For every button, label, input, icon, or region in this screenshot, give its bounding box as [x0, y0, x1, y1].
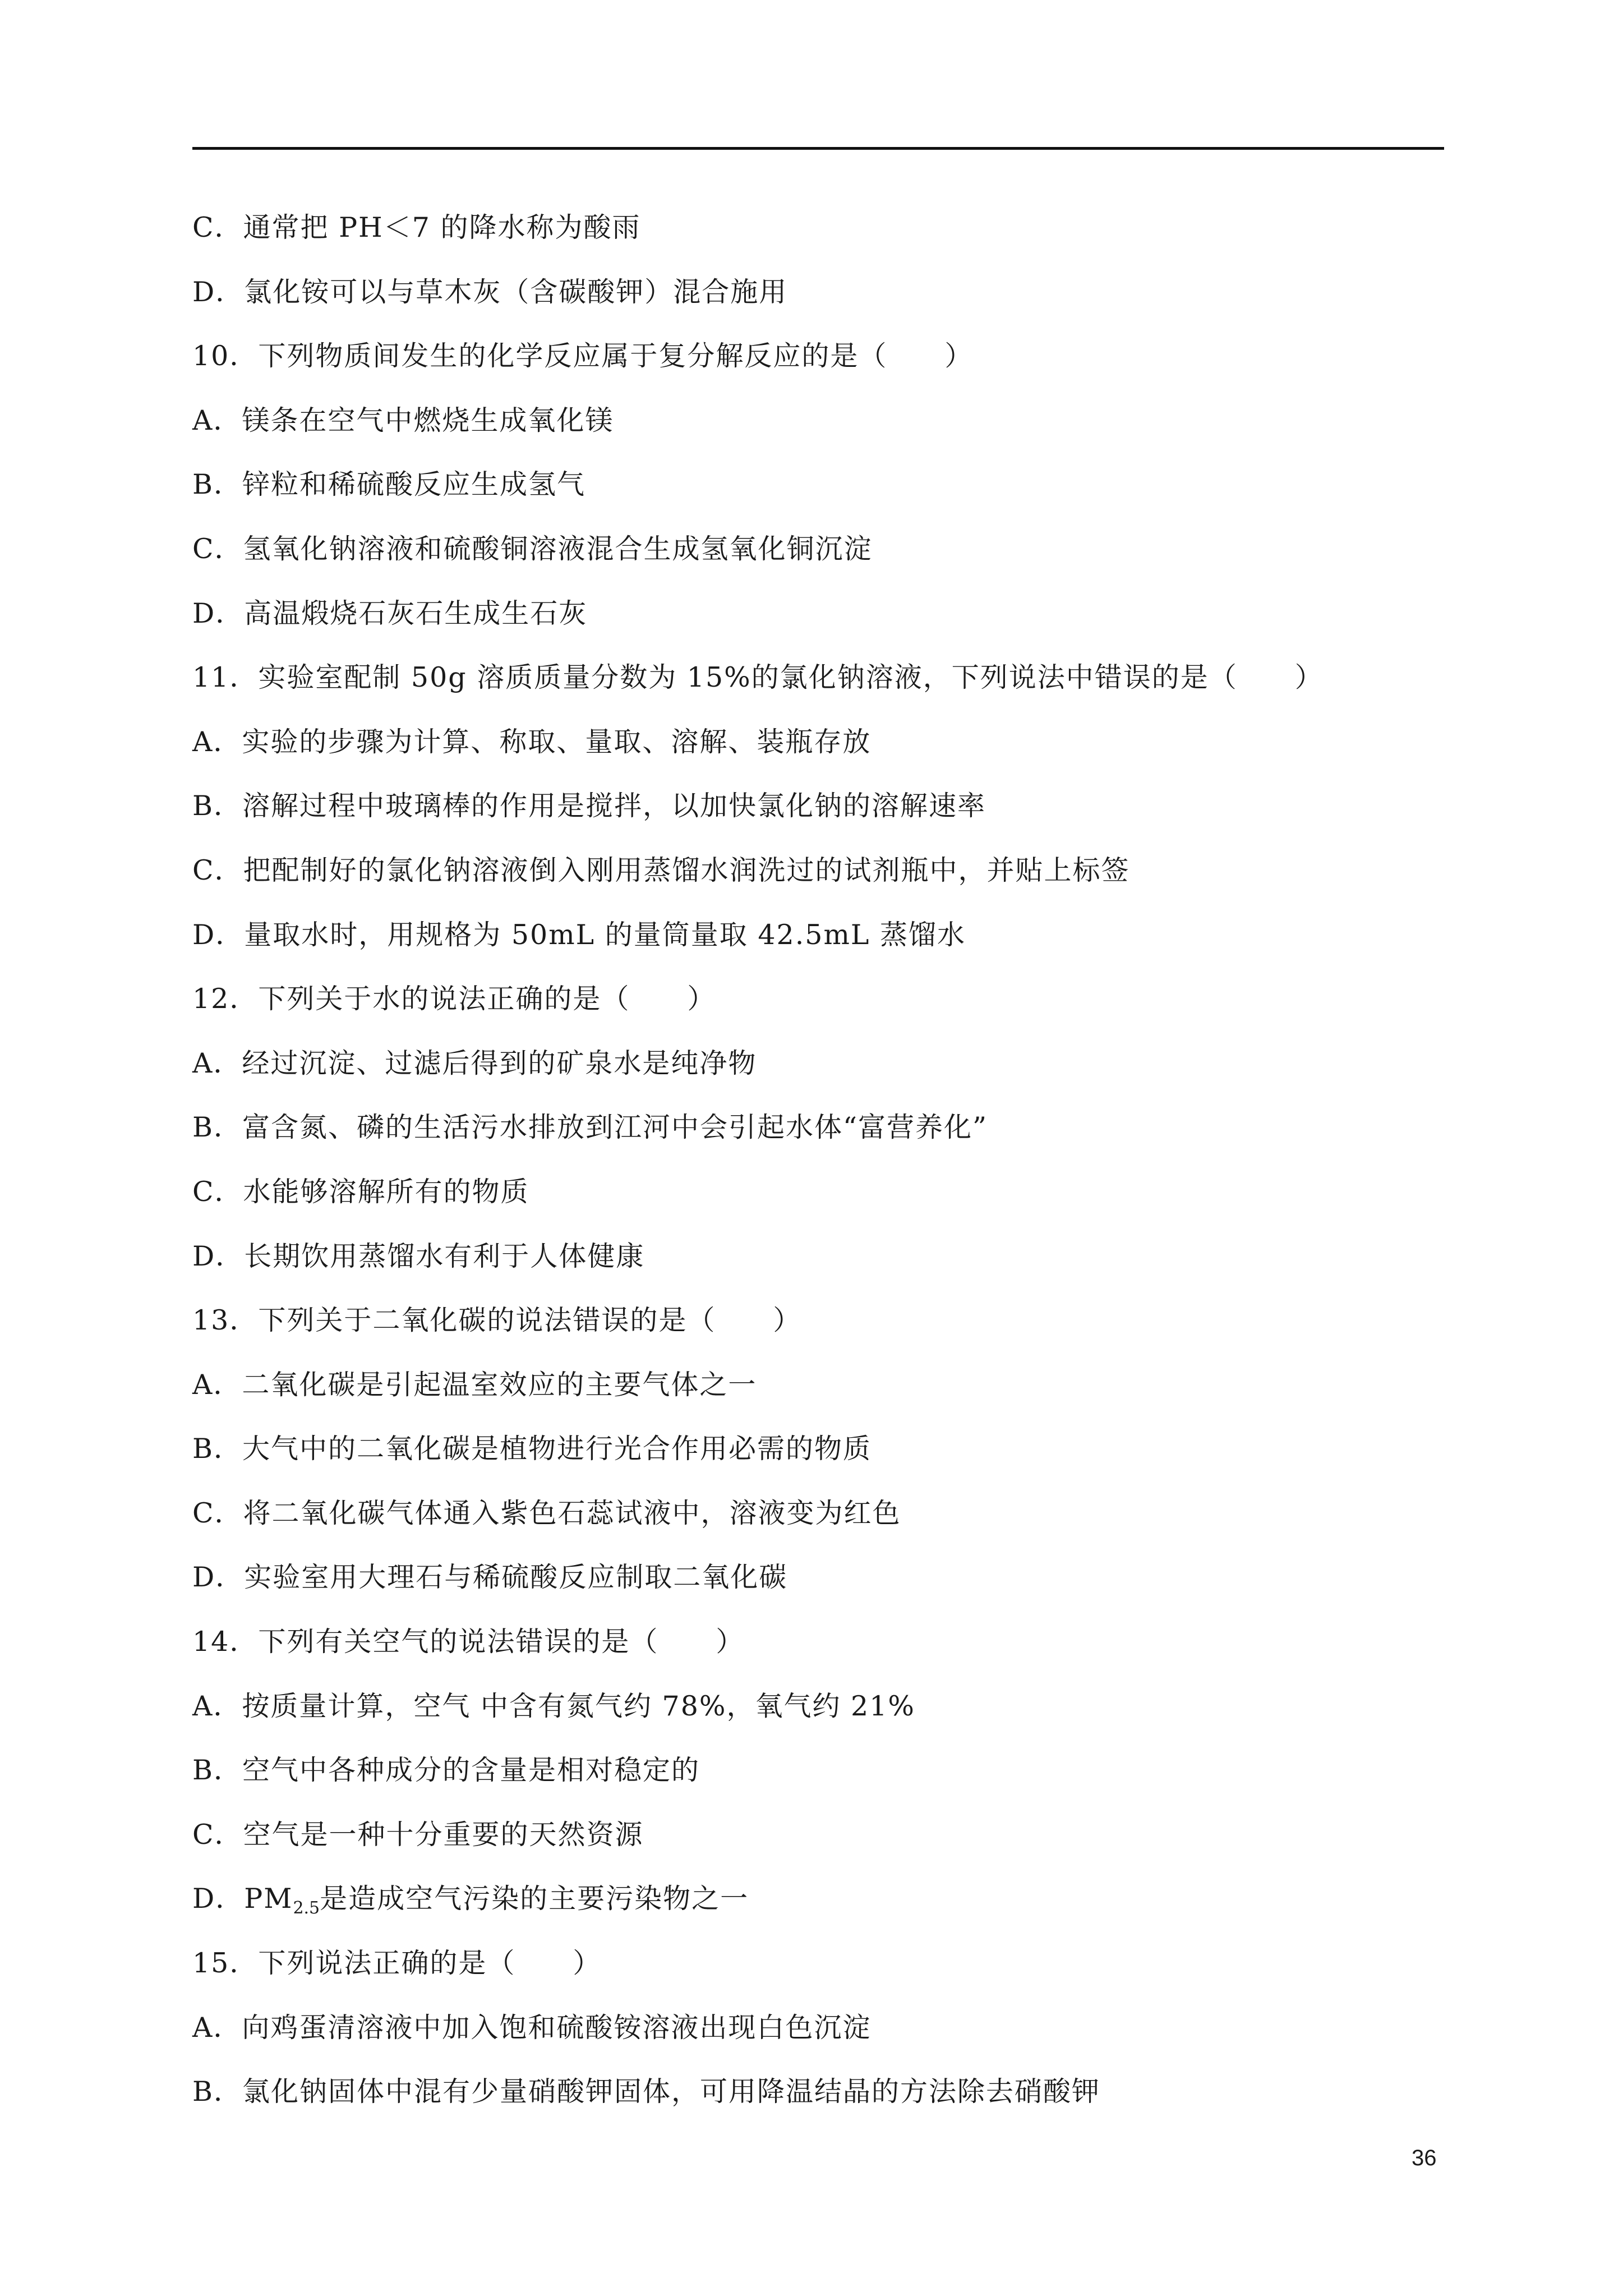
question-stem: 15．下列说法正确的是（ ）	[192, 1947, 602, 1980]
question-stem: 11．实验室配制 50g 溶质质量分数为 15%的氯化钠溶液，下列说法中错误的是（ ）	[192, 661, 1324, 694]
option-line: A．按质量计算，空气 中含有氮气约 78%，氧气约 21%	[192, 1690, 915, 1722]
option-line: D．长期饮用蒸馏水有利于人体健康	[192, 1240, 645, 1272]
option-line: A．经过沉淀、过滤后得到的矿泉水是纯净物	[192, 1047, 757, 1079]
option-line: D．量取水时，用规格为 50mL 的量筒量取 42.5mL 蒸馏水	[192, 918, 966, 951]
option-line: B．空气中各种成分的含量是相对稳定的	[192, 1754, 700, 1787]
option-line: C．空气是一种十分重要的天然资源	[192, 1818, 644, 1851]
option-line: C．水能够溶解所有的物质	[192, 1175, 529, 1208]
question-stem: 12．下列关于水的说法正确的是（ ）	[192, 983, 716, 1015]
option-text-after: 是造成空气污染的主要污染物之一	[320, 1883, 749, 1915]
option-line: A．镁条在空气中燃烧生成氧化镁	[192, 404, 614, 436]
option-line: C．氢氧化钠溶液和硫酸铜溶液混合生成氢氧化铜沉淀	[192, 532, 873, 565]
option-line: A．二氧化碳是引起温室效应的主要气体之一	[192, 1368, 757, 1401]
option-text: D．PM	[192, 1883, 293, 1915]
header-rule	[192, 147, 1444, 150]
option-line: A．向鸡蛋清溶液中加入饱和硫酸铵溶液出现白色沉淀	[192, 2011, 872, 2044]
option-line: D．氯化铵可以与草木灰（含碳酸钾）混合施用	[192, 275, 788, 308]
option-line: C．将二氧化碳气体通入紫色石蕊试液中，溶液变为红色	[192, 1497, 901, 1529]
option-line: C．通常把 PH＜7 的降水称为酸雨	[192, 211, 641, 243]
option-line-pm25	[192, 1867, 1449, 1931]
option-line: B．大气中的二氧化碳是植物进行光合作用必需的物质	[192, 1433, 872, 1465]
option-line: A．实验的步骤为计算、称取、量取、溶解、装瓶存放	[192, 725, 872, 758]
option-line: D．高温煅烧石灰石生成生石灰	[192, 597, 588, 629]
option-line: B．富含氮、磷的生活污水排放到江河中会引起水体“富营养化”	[192, 1111, 988, 1144]
subscript: 2.5	[293, 1898, 320, 1918]
question-content	[192, 196, 1449, 2124]
question-stem: 13．下列关于二氧化碳的说法错误的是（ ）	[192, 1304, 802, 1337]
option-line: C．把配制好的氯化钠溶液倒入刚用蒸馏水润洗过的试剂瓶中，并贴上标签	[192, 854, 1130, 886]
option-line: B．溶解过程中玻璃棒的作用是搅拌，以加快氯化钠的溶解速率	[192, 790, 986, 822]
question-stem: 10．下列物质间发生的化学反应属于复分解反应的是（ ）	[192, 340, 974, 372]
page-number: 36	[1412, 2146, 1437, 2170]
question-stem: 14．下列有关空气的说法错误的是（ ）	[192, 1626, 745, 1658]
option-line: D．实验室用大理石与稀硫酸反应制取二氧化碳	[192, 1561, 788, 1594]
option-line: B．锌粒和稀硫酸反应生成氢气	[192, 468, 586, 501]
option-line: B．氯化钠固体中混有少量硝酸钾固体，可用降温结晶的方法除去硝酸钾	[192, 2076, 1101, 2108]
